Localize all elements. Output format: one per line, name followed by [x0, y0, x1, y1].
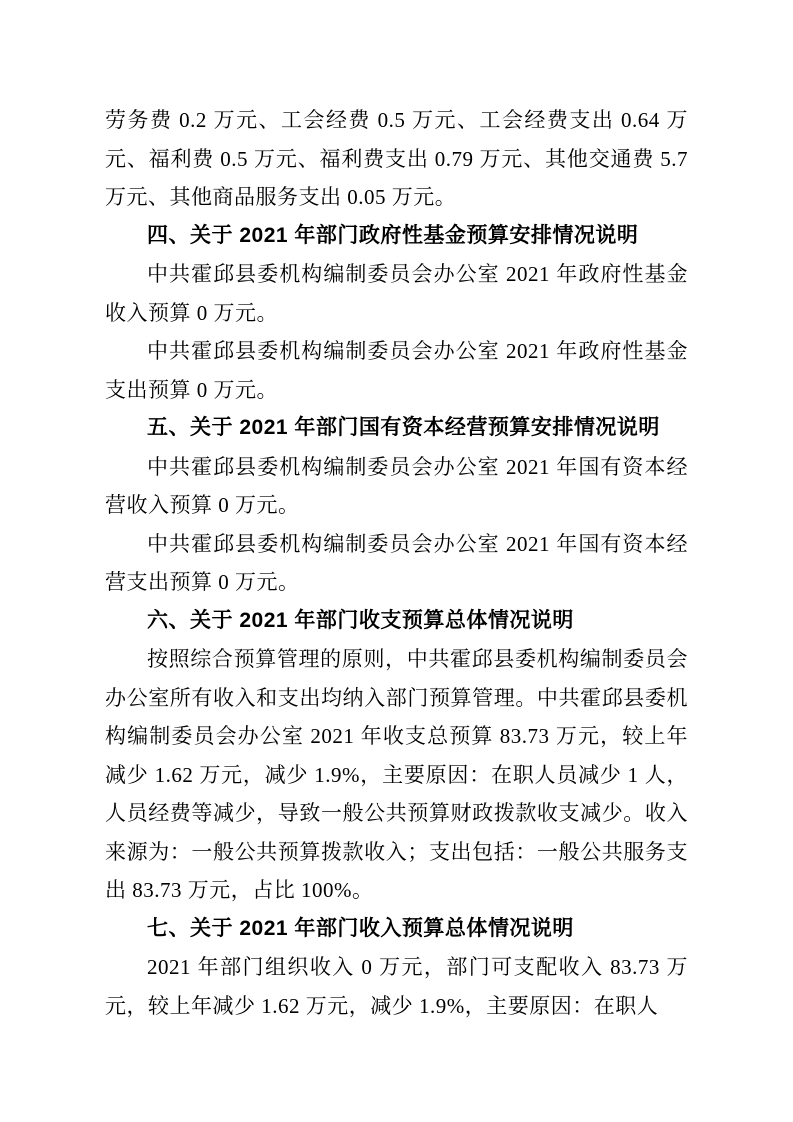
paragraph-govfund-expense: 中共霍邱县委机构编制委员会办公室 2021 年政府性基金支出预算 0 万元。 — [105, 339, 688, 402]
section-heading-overall-budget: 六、关于 2021 年部门收支预算总体情况说明 — [147, 608, 574, 632]
paragraph-govfund-income: 中共霍邱县委机构编制委员会办公室 2021 年政府性基金收入预算 0 万元。 — [105, 262, 688, 325]
paragraph-income-budget: 2021 年部门组织收入 0 万元，部门可支配收入 83.73 万元，较上年减少 1.62 万元，减少 1.9%，主要原因：在职人 — [105, 955, 688, 1018]
section-heading-income-budget: 七、关于 2021 年部门收入预算总体情况说明 — [147, 916, 574, 940]
section-heading-govfund-budget: 四、关于 2021 年部门政府性基金预算安排情况说明 — [147, 223, 639, 247]
paragraph-expense-details: 劳务费 0.2 万元、工会经费 0.5 万元、工会经费支出 0.64 万元、福利费 0.5 万元、福利费支出 0.79 万元、其他交通费 5.7 万元、其他商品服务支出 0.05 万元。 — [105, 108, 688, 209]
section-heading-statecapital-budget: 五、关于 2021 年部门国有资本经营预算安排情况说明 — [147, 416, 660, 439]
paragraph-overall-budget: 按照综合预算管理的原则，中共霍邱县委机构编制委员会办公室所有收入和支出均纳入部门预算管理。中共霍邱县委机构编制委员会办公室 2021 年收支总预算 83.73 万元，较上年减少 1.62 万元，减少 1.9%，主要原因：在职人员减少 1 人，人员经费等减少，导致一般公共预算财政拨款收支减少。收入来源为：一般公共预算拨款收入；支出包括：一般公共服务支出 83.73 万元，占比 100%。 — [105, 647, 688, 902]
paragraph-statecapital-expense: 中共霍邱县委机构编制委员会办公室 2021 年国有资本经营支出预算 0 万元。 — [105, 531, 688, 594]
document-body — [105, 101, 688, 1025]
paragraph-statecapital-income: 中共霍邱县委机构编制委员会办公室 2021 年国有资本经营收入预算 0 万元。 — [105, 454, 688, 517]
